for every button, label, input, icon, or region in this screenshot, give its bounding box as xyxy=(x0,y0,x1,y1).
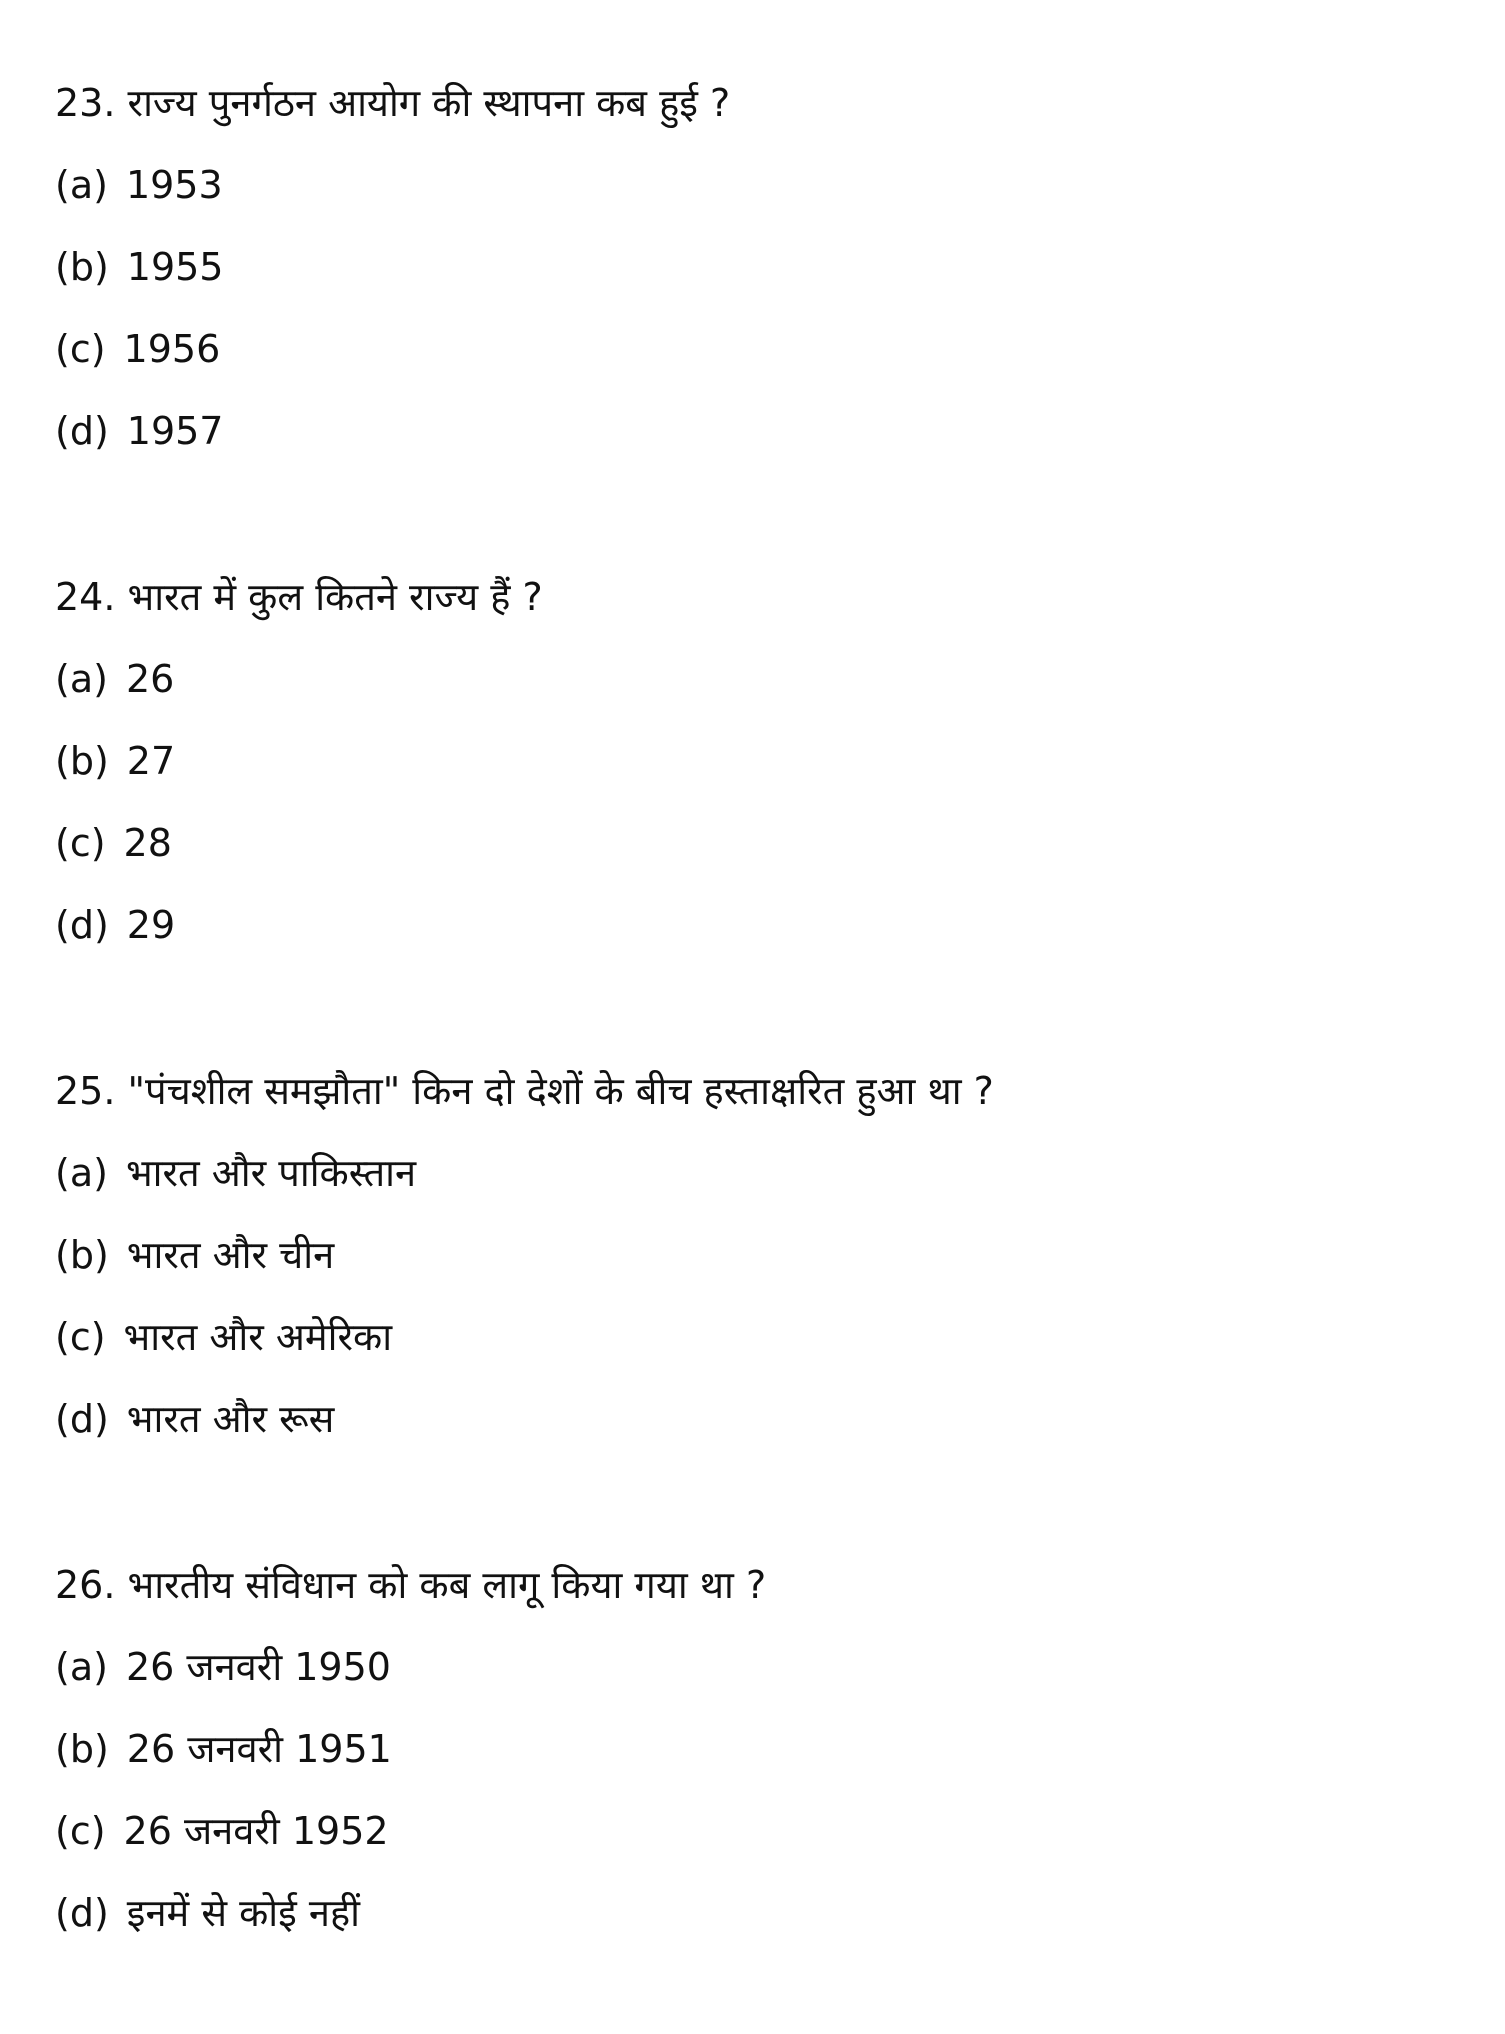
option-label: (a) xyxy=(55,1151,108,1195)
option-text: इनमें से कोई नहीं xyxy=(126,1891,360,1935)
option-text: भारत और अमेरिका xyxy=(123,1315,393,1359)
option-label: (d) xyxy=(55,1891,109,1935)
option-a xyxy=(55,638,1455,720)
question-number: 25. xyxy=(55,1069,116,1113)
option-b xyxy=(55,720,1455,802)
option-d xyxy=(55,1378,1455,1460)
option-text: 29 xyxy=(126,903,176,947)
option-text: 26 xyxy=(125,657,175,701)
question-number: 23. xyxy=(55,81,116,125)
option-text: 28 xyxy=(123,821,172,865)
option-label: (d) xyxy=(55,1397,109,1441)
question-text xyxy=(55,62,1455,144)
option-label: (c) xyxy=(55,821,106,865)
option-label: (a) xyxy=(55,657,108,701)
option-label: (a) xyxy=(55,163,108,207)
option-label: (c) xyxy=(55,327,106,371)
option-c xyxy=(55,1790,1455,1872)
option-a xyxy=(55,1626,1455,1708)
option-text: 1953 xyxy=(125,163,223,207)
option-label: (d) xyxy=(55,903,109,947)
option-text: 26 जनवरी 1952 xyxy=(123,1809,389,1853)
option-text: भारत और चीन xyxy=(126,1233,335,1277)
option-label: (d) xyxy=(55,409,109,453)
option-label: (b) xyxy=(55,1727,109,1771)
option-c xyxy=(55,1296,1455,1378)
option-b xyxy=(55,1708,1455,1790)
question-23 xyxy=(55,62,1455,472)
option-text: भारत और रूस xyxy=(126,1397,335,1441)
option-label: (a) xyxy=(55,1645,108,1689)
option-label: (b) xyxy=(55,739,109,783)
option-b xyxy=(55,226,1455,308)
question-26 xyxy=(55,1544,1455,1954)
option-b xyxy=(55,1214,1455,1296)
question-body: "पंचशील समझौता" किन दो देशों के बीच हस्ताक्षरित हुआ था ? xyxy=(127,1069,994,1113)
question-25 xyxy=(55,1050,1455,1460)
option-label: (b) xyxy=(55,245,109,289)
option-a xyxy=(55,144,1455,226)
option-label: (c) xyxy=(55,1809,106,1853)
option-d xyxy=(55,1872,1455,1954)
question-body: राज्य पुनर्गठन आयोग की स्थापना कब हुई ? xyxy=(127,81,731,125)
question-text xyxy=(55,1544,1455,1626)
option-text: 27 xyxy=(126,739,176,783)
option-text: भारत और पाकिस्तान xyxy=(125,1151,417,1195)
option-label: (b) xyxy=(55,1233,109,1277)
question-body: भारत में कुल कितने राज्य हैं ? xyxy=(127,575,543,619)
question-body: भारतीय संविधान को कब लागू किया गया था ? xyxy=(127,1563,767,1607)
option-text: 26 जनवरी 1950 xyxy=(125,1645,391,1689)
option-a xyxy=(55,1132,1455,1214)
question-text xyxy=(55,1050,1455,1132)
option-d xyxy=(55,884,1455,966)
option-d xyxy=(55,390,1455,472)
option-c xyxy=(55,802,1455,884)
question-number: 26. xyxy=(55,1563,116,1607)
question-text xyxy=(55,556,1455,638)
question-24 xyxy=(55,556,1455,966)
option-text: 26 जनवरी 1951 xyxy=(126,1727,392,1771)
question-number: 24. xyxy=(55,575,116,619)
option-label: (c) xyxy=(55,1315,106,1359)
option-c xyxy=(55,308,1455,390)
option-text: 1957 xyxy=(126,409,224,453)
option-text: 1956 xyxy=(123,327,221,371)
option-text: 1955 xyxy=(126,245,224,289)
